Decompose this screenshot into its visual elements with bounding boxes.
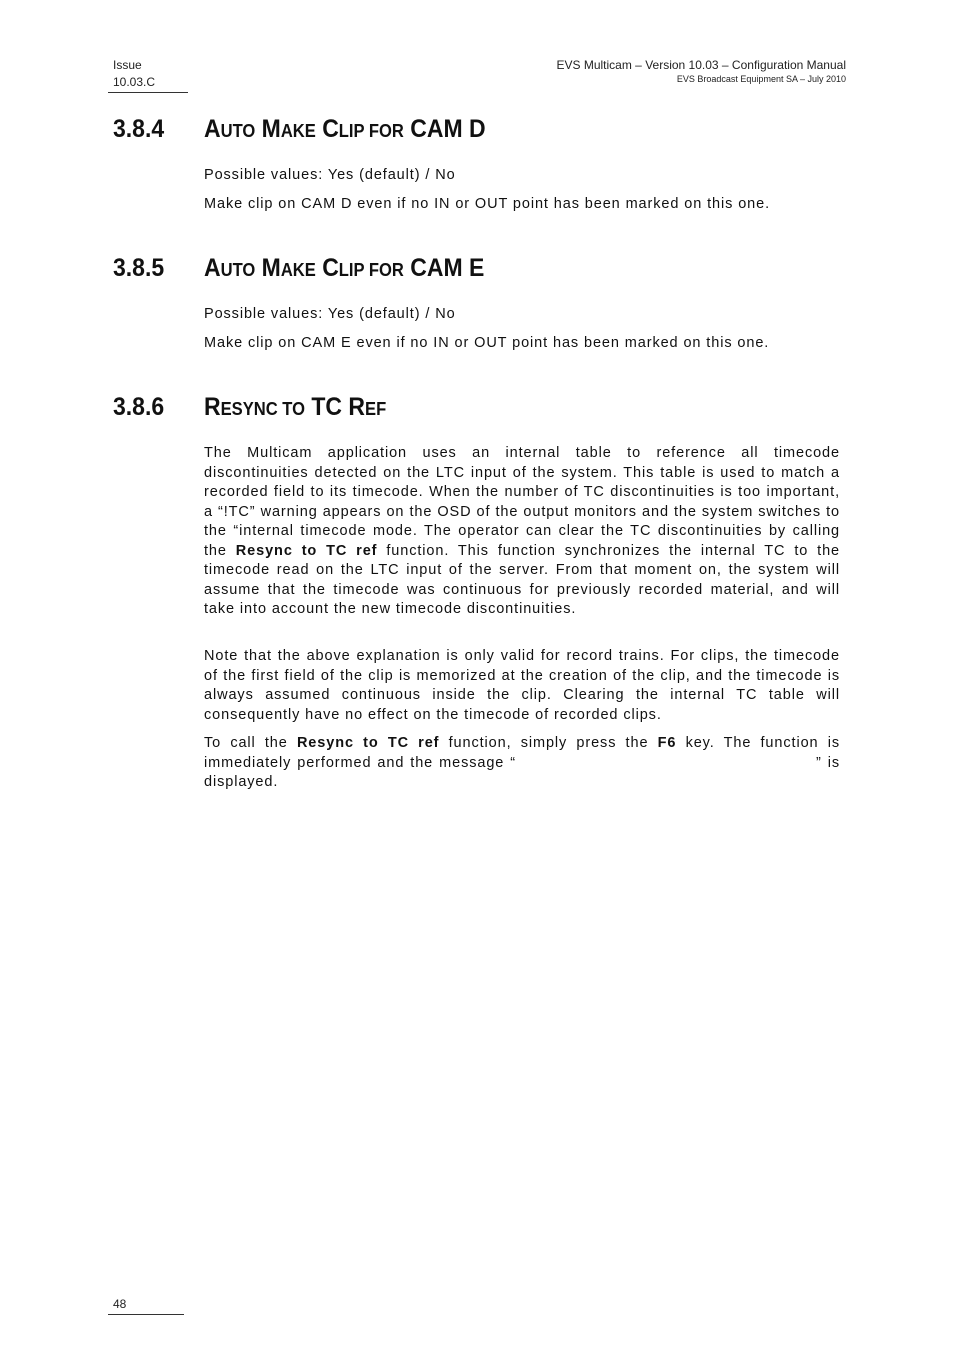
possible-values-3-8-5: Possible values: Yes (default) / No (204, 306, 456, 322)
footer-rule (108, 1314, 184, 1315)
page-number: 48 (113, 1297, 127, 1311)
section-number-3-8-6: 3.8.6 (113, 393, 165, 421)
section-title-3-8-6: RESYNC TO TC REF (204, 393, 387, 421)
resync-function-name: Resync to TC ref (235, 542, 378, 559)
issue-label: Issue (113, 58, 142, 72)
company-line: EVS Broadcast Equipment SA – July 2010 (676, 74, 846, 84)
issue-value: 10.03.C (113, 75, 156, 89)
description-3-8-5: Make clip on CAM E even if no IN or OUT point has been marked on this one. (204, 335, 770, 351)
resync-paragraph-3: To call the Resync to TC ref function, simply press the F6 key. The function is immediately performed and the message “ ” is displayed. (204, 735, 841, 790)
section-number-3-8-4: 3.8.4 (113, 115, 165, 143)
f6-key: F6 (657, 735, 677, 751)
resync-paragraph-1: The Multicam application uses an internal table to reference all timecode discontinuities detected on the LTC input of the system. This table is used to match a recorded field to its timecode. When the number of TC discontinuities is too important, a “!TC” warning appears on the OSD of the output monitors and the system switches to the “internal timecode mode. The operator can clear the TC discontinuities by calling the Resync to TC ref function. This function synchronizes the internal TC to the timecode read on the LTC input of the server. From that moment on, the system will assume that the timecode was continuous for previously recorded material, and will take into account the new timecode discontinuities. (204, 445, 841, 617)
header-left-rule (108, 92, 188, 93)
possible-values-3-8-4: Possible values: Yes (default) / No (204, 167, 456, 183)
description-3-8-4: Make clip on CAM D even if no IN or OUT point has been marked on this one. (204, 196, 771, 212)
resync-function-name-2: Resync to TC ref (296, 735, 440, 751)
section-number-3-8-5: 3.8.5 (113, 254, 165, 282)
section-title-3-8-4: AUTO MAKE CLIP FOR CAM D (204, 115, 486, 143)
manual-title: EVS Multicam – Version 10.03 – Configuration Manual (556, 58, 846, 72)
resync-paragraph-2: Note that the above explanation is only valid for record trains. For clips, the timecode of the first field of the clip is memorized at the creation of the clip, and the timecode is always assumed continuous inside the clip. Clearing the internal TC table will consequently have no effect on the timecode of recorded clips. (204, 648, 840, 723)
section-title-3-8-5: AUTO MAKE CLIP FOR CAM E (204, 254, 485, 282)
